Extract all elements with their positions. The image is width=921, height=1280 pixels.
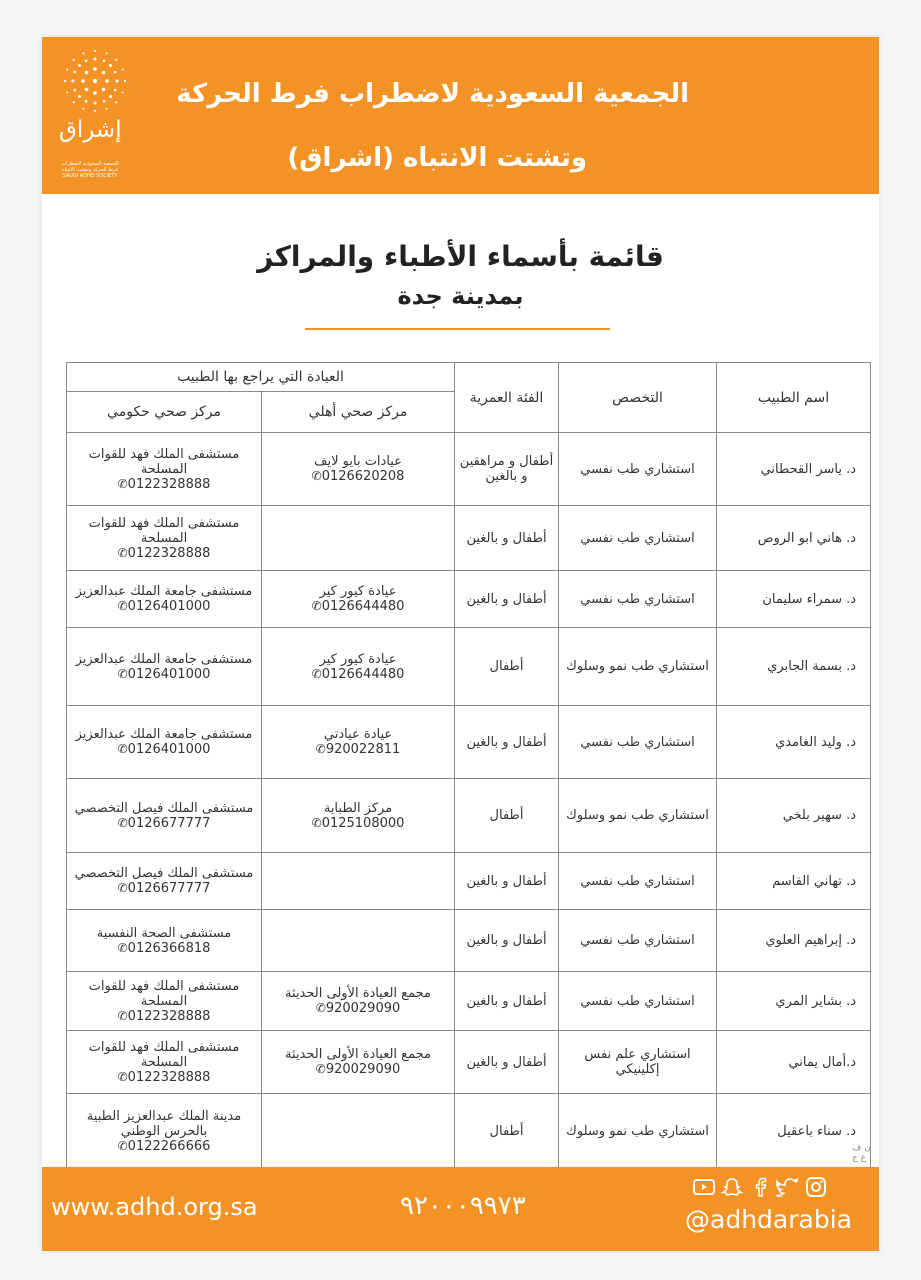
age-group-cell: أطفال و بالغين [455, 506, 559, 571]
phone-icon: ✆ [117, 1138, 128, 1153]
phone-icon: ✆ [311, 666, 322, 681]
logo-name: إشراق [59, 117, 122, 143]
private-center-cell [262, 853, 455, 910]
private-center-cell [262, 910, 455, 972]
private-center-cell [262, 779, 455, 853]
table-row [67, 433, 871, 506]
center-phone [266, 742, 450, 757]
private-center-cell [262, 706, 455, 779]
doctor-name-cell: د. بسمة الجابري [717, 628, 871, 706]
phone-icon: ✆ [117, 476, 128, 491]
specialty-cell: استشاري طب نفسي [559, 571, 717, 628]
specialty-cell: استشاري طب نفسي [559, 506, 717, 571]
phone-icon: ✆ [311, 469, 322, 483]
private-center-cell [262, 628, 455, 706]
age-group-cell: أطفال [455, 779, 559, 853]
center-name: عيادة عيادتي [323, 727, 393, 742]
center-name: مستشفى الملك فهد للقوات المسلحة [88, 446, 240, 477]
phone-icon: ✆ [117, 666, 128, 681]
specialty-cell: استشاري طب نفسي [559, 853, 717, 910]
phone-icon: ✆ [315, 742, 326, 756]
table-row [67, 571, 871, 628]
specialty-cell: استشاري طب نفسي [559, 706, 717, 779]
center-name: مجمع العيادة الأولى الحديثة [285, 986, 431, 1001]
center-name: مدينة الملك عبدالعزيز الطبية بالحرس الوطني [86, 1108, 242, 1139]
phone-icon: ✆ [315, 1062, 326, 1076]
government-center-cell [67, 853, 262, 910]
center-phone [266, 1062, 450, 1077]
doctor-name-cell: د. سناء باعقيل [717, 1094, 871, 1169]
center-phone [71, 599, 257, 614]
doctor-name-cell: د. بشاير المري [717, 972, 871, 1031]
title-divider [305, 328, 610, 330]
document-subtitle: بمدينة جدة [397, 282, 524, 310]
private-center-cell [262, 1031, 455, 1094]
facebook-icon[interactable] [748, 1177, 772, 1197]
doctor-name-cell: د. وليد الغامدي [717, 706, 871, 779]
website-link[interactable]: www.adhd.org.sa [51, 1193, 258, 1221]
phone-number: 0126401000 [127, 742, 211, 757]
doctor-name-cell: د.أمال يماني [717, 1031, 871, 1094]
phone-number: 0126401000 [127, 666, 211, 682]
specialty-cell: استشاري طب نفسي [559, 433, 717, 506]
private-center-cell [262, 972, 455, 1031]
doctor-name-cell: د. تهاني القاسم [717, 853, 871, 910]
center-name: مستشفى جامعة الملك عبدالعزيز [75, 651, 253, 667]
center-phone [71, 742, 257, 757]
phone-number: 0126677777 [127, 881, 211, 896]
age-group-cell: أطفال و بالغين [455, 910, 559, 972]
phone-icon: ✆ [311, 599, 322, 613]
side-mark: ن ف ع ج [852, 1143, 871, 1163]
center-name: عيادات بايو لايف [314, 454, 402, 469]
footer-banner [42, 1167, 879, 1251]
phone-number: 920029090 [325, 1062, 401, 1077]
phone-number: 0122328888 [127, 1008, 211, 1024]
government-center-cell [67, 972, 262, 1031]
table-row [67, 972, 871, 1031]
government-center-cell [67, 779, 262, 853]
phone-icon: ✆ [117, 1008, 128, 1023]
table-row [67, 779, 871, 853]
phone-icon: ✆ [117, 1069, 128, 1084]
doctor-name-cell: د. هاني ابو الروص [717, 506, 871, 571]
center-phone [266, 816, 450, 831]
phone-icon: ✆ [117, 599, 128, 613]
table-row [67, 910, 871, 972]
private-center-cell [262, 1094, 455, 1169]
center-name: عيادة كيور كير [319, 651, 397, 667]
org-title-line2: وتشتت الانتباه (اشراق) [287, 143, 587, 173]
table-row [67, 853, 871, 910]
center-name: مستشفى جامعة الملك عبدالعزيز [75, 727, 253, 742]
center-phone [71, 1070, 257, 1085]
doctors-table [66, 362, 871, 1169]
age-group-cell: أطفال و مراهقين و بالغين [455, 433, 559, 506]
phone-number: 0122328888 [127, 545, 211, 561]
specialty-cell: استشاري طب نمو وسلوك [559, 628, 717, 706]
specialty-cell: استشاري طب نفسي [559, 910, 717, 972]
center-phone [71, 477, 257, 492]
center-phone [71, 667, 257, 682]
center-phone [71, 816, 257, 831]
private-center-cell [262, 506, 455, 571]
phone-number: 920022811 [325, 742, 401, 757]
twitter-icon[interactable] [776, 1177, 800, 1197]
doctor-name-cell: د. ياسر القحطاني [717, 433, 871, 506]
specialty-cell: استشاري طب نفسي [559, 972, 717, 1031]
phone-number: 0122328888 [127, 1069, 211, 1085]
phone-number: 0126401000 [127, 599, 211, 614]
phone-number: 0125108000 [321, 815, 405, 831]
age-group-cell: أطفال و بالغين [455, 1031, 559, 1094]
center-name: مركز الطبابة [323, 800, 393, 816]
government-center-cell [67, 571, 262, 628]
phone-number: 0122266666 [127, 1138, 211, 1154]
phone-icon: ✆ [315, 1001, 326, 1015]
logo-subtitle: الجمعية السعودية لاضطراب فرط الحركة وتشتت الانتباه SAUDI ADHD SOCIETY [61, 161, 119, 179]
government-center-cell [67, 910, 262, 972]
age-group-cell: أطفال و بالغين [455, 972, 559, 1031]
center-name: مجمع العيادة الأولى الحديثة [285, 1047, 431, 1062]
center-phone [71, 881, 257, 896]
center-phone [266, 469, 450, 484]
org-title-line1: الجمعية السعودية لاضطراب فرط الحركة [176, 79, 689, 109]
phone-number: 0126366818 [127, 940, 211, 956]
table-row [67, 628, 871, 706]
center-phone [71, 546, 257, 561]
age-group-cell: أطفال و بالغين [455, 706, 559, 779]
table-row [67, 1094, 871, 1169]
center-name: مستشفى الملك فهد للقوات المسلحة [88, 1039, 240, 1070]
phone-icon: ✆ [117, 545, 128, 560]
private-center-cell [262, 571, 455, 628]
phone-number: 0126644480 [321, 666, 405, 682]
center-name: مستشفى الملك فهد للقوات المسلحة [88, 515, 240, 546]
age-group-cell: أطفال و بالغين [455, 571, 559, 628]
center-name: مستشفى الملك فهد للقوات المسلحة [88, 978, 240, 1009]
social-handle[interactable]: @adhdarabia [685, 1205, 852, 1234]
phone-number: 0126677777 [127, 815, 211, 831]
snapchat-icon[interactable] [720, 1177, 744, 1197]
header-private-center: مركز صحي أهلي [262, 392, 455, 433]
specialty-cell: استشاري علم نفس إكلينيكي [559, 1031, 717, 1094]
phone-icon: ✆ [311, 815, 322, 830]
header-doctor-name: اسم الطبيب [717, 363, 871, 433]
header-government-center: مركز صحي حكومي [67, 392, 262, 433]
instagram-icon[interactable] [804, 1177, 828, 1197]
phone-number: 920029090 [325, 1001, 401, 1016]
phone-number: 0126644480 [321, 599, 405, 614]
youtube-icon[interactable] [692, 1177, 716, 1197]
phone-number: 0126620208 [321, 469, 405, 484]
doctor-name-cell: د. سهير بلخي [717, 779, 871, 853]
phone-icon: ✆ [117, 940, 128, 955]
phone-icon: ✆ [117, 742, 128, 756]
header-banner [42, 37, 879, 194]
header-clinic: العيادة التي يراجع بها الطبيب [67, 363, 455, 392]
document-title: قائمة بأسماء الأطباء والمراكز [257, 240, 664, 273]
table-row [67, 706, 871, 779]
specialty-cell: استشاري طب نمو وسلوك [559, 779, 717, 853]
table-row [67, 1031, 871, 1094]
phone-icon: ✆ [117, 815, 128, 830]
government-center-cell [67, 506, 262, 571]
doctor-name-cell: د. إبراهيم العلوي [717, 910, 871, 972]
center-phone [266, 1001, 450, 1016]
header-specialty: التخصص [559, 363, 717, 433]
center-name: مستشفى الملك فيصل التخصصي [74, 800, 254, 816]
center-phone [71, 1009, 257, 1024]
table-row [67, 506, 871, 571]
hotline-number: ٩٢٠٠٠٩٩٧٣ [400, 1191, 526, 1221]
phone-icon: ✆ [117, 881, 128, 895]
age-group-cell: أطفال [455, 628, 559, 706]
government-center-cell [67, 1031, 262, 1094]
center-name: عيادة كيور كير [319, 584, 397, 599]
center-name: مستشفى الصحة النفسية [96, 925, 232, 941]
specialty-cell: استشاري طب نمو وسلوك [559, 1094, 717, 1169]
doctor-name-cell: د. سمراء سليمان [717, 571, 871, 628]
document-sheet [41, 36, 880, 1252]
government-center-cell [67, 706, 262, 779]
government-center-cell [67, 628, 262, 706]
social-icons [692, 1177, 828, 1197]
government-center-cell [67, 1094, 262, 1169]
center-phone [266, 599, 450, 614]
center-name: مستشفى الملك فيصل التخصصي [74, 866, 254, 881]
age-group-cell: أطفال و بالغين [455, 853, 559, 910]
age-group-cell: أطفال [455, 1094, 559, 1169]
header-age-group: الفئة العمرية [455, 363, 559, 433]
center-phone [71, 941, 257, 956]
government-center-cell [67, 433, 262, 506]
private-center-cell [262, 433, 455, 506]
center-phone [71, 1139, 257, 1154]
phone-number: 0122328888 [127, 476, 211, 492]
center-name: مستشفى جامعة الملك عبدالعزيز [75, 584, 253, 599]
center-phone [266, 667, 450, 682]
